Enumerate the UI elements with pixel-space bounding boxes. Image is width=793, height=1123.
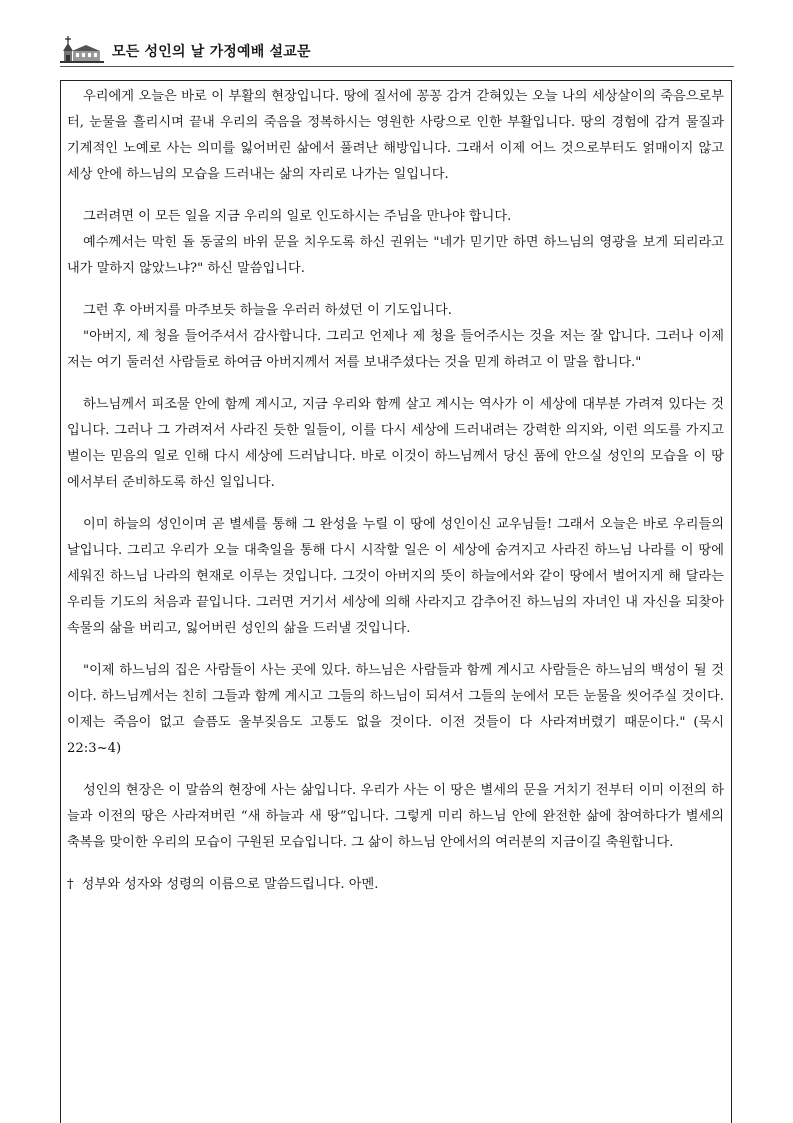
paragraph-jesus-authority: 예수께서는 막힌 돌 동굴의 바위 문을 치우도록 하신 권위는 "네가 믿기만 하면 하느님의 영광을 보게 되리라고 내가 말하지 않았느냐?" 하신 말씀입니다. bbox=[67, 235, 724, 276]
paragraph-revelation-quote: "이제 하느님의 집은 사람들이 사는 곳에 있다. 하느님은 사람들과 함께 계시고 사람들은 하느님의 백성이 될 것이다. 하느님께서는 친히 그들과 함께 계시고 그들의 하느님이 되셔서 그들의 눈에서 모든 눈물을 씻어주실 것이다. 이제는 죽음이 없고 슬픔도 울부짖음도 고통도 없을 것이다. 이전 것들이 다 사라져버렸기 때문이다." (묵시 22:3~4) bbox=[67, 663, 724, 756]
cross-symbol: † bbox=[67, 877, 74, 892]
sermon-body bbox=[67, 84, 724, 898]
page-header bbox=[60, 30, 740, 64]
church-building-icon bbox=[60, 34, 104, 64]
paragraph-saints-life: 성인의 현장은 이 말씀의 현장에 사는 삶입니다. 우리가 사는 이 땅은 별세의 문을 거치기 전부터 이미 이전의 하늘과 이전의 땅은 사라져버린 “새 하늘과 새 땅”입니다. 그렇게 미리 하느님 안에 완전한 삶에 참여하다가 별세의 축복을 맞이한 우리의 모습이 구원된 모습입니다. 그 삶이 하느님 안에서의 여러분의 지금이길 축원합니다. bbox=[67, 783, 724, 850]
paragraph-resurrection: 우리에게 오늘은 바로 이 부활의 현장입니다. 땅에 질서에 꽁꽁 감겨 갇혀있는 오늘 나의 세상살이의 죽음으로부터, 눈물을 흘리시며 끝내 우리의 죽음을 정복하시는 영원한 사랑으로 인한 부활입니다. 땅의 경험에 감겨 물질과 기계적인 노예로 사는 의미를 잃어버린 삶에서 풀려난 해방입니다. 그래서 이제 어느 것으로부터도 얽매이지 않고 세상 안에 하느님의 모습을 드러내는 삶의 자리로 나가는 일입니다. bbox=[67, 89, 724, 182]
header-divider bbox=[60, 66, 734, 67]
paragraph-hidden-history: 하느님께서 피조물 안에 함께 계시고, 지금 우리와 함께 살고 계시는 역사가 이 세상에 대부분 가려져 있다는 것입니다. 그러나 그 가려져서 사라진 듯한 일들이, 이를 다시 세상에 드러내려는 강력한 의지와, 이런 의도를 가지고 벌이는 믿음의 일로 인해 다시 세상에 드러납니다. 바로 이것이 하느님께서 당신 품에 안으실 성인의 모습을 이 땅에서부터 준비하도록 하신 일입니다. bbox=[67, 397, 724, 490]
paragraph-saints-day: 이미 하늘의 성인이며 곧 별세를 통해 그 완성을 누릴 이 땅에 성인이신 교우님들! 그래서 오늘은 바로 우리들의 날입니다. 그리고 우리가 오늘 대축일을 통해 다시 시작할 일은 이 세상에 숨겨지고 사라진 하느님 나라를 이 땅에 세워진 하느님 나라의 현재로 이루는 것입니다. 그것이 아버지의 뜻이 하늘에서와 같이 땅에서 벌어지게 해 달라는 우리들 기도의 처음과 끝입니다. 그러면 거기서 세상에 의해 사라지고 감추어진 하느님의 자녀인 내 자신을 되찾아 속물의 삶을 버리고, 잃어버린 성인의 삶을 드러낼 것입니다. bbox=[67, 517, 724, 636]
paragraph-meet-lord: 그러려면 이 모든 일을 지금 우리의 일로 인도하시는 주님을 만나야 합니다. bbox=[83, 209, 512, 224]
paragraph-prayer-intro: 그런 후 아버지를 마주보듯 하늘을 우러러 하셨던 이 기도입니다. bbox=[83, 303, 452, 318]
closing-text: 성부와 성자와 성령의 이름으로 말씀드립니다. 아멘. bbox=[81, 877, 379, 892]
document-title: 모든 성인의 날 가정예배 설교문 bbox=[112, 44, 311, 60]
paragraph-prayer-quote: "아버지, 제 청을 들어주셔서 감사합니다. 그리고 언제나 제 청을 들어주시는 것을 저는 잘 압니다. 그러나 이제 저는 여기 둘러선 사람들로 하여금 아버지께서 저를 보내주셨다는 것을 믿게 하려고 이 말을 합니다." bbox=[67, 329, 724, 370]
closing-blessing bbox=[67, 872, 724, 898]
